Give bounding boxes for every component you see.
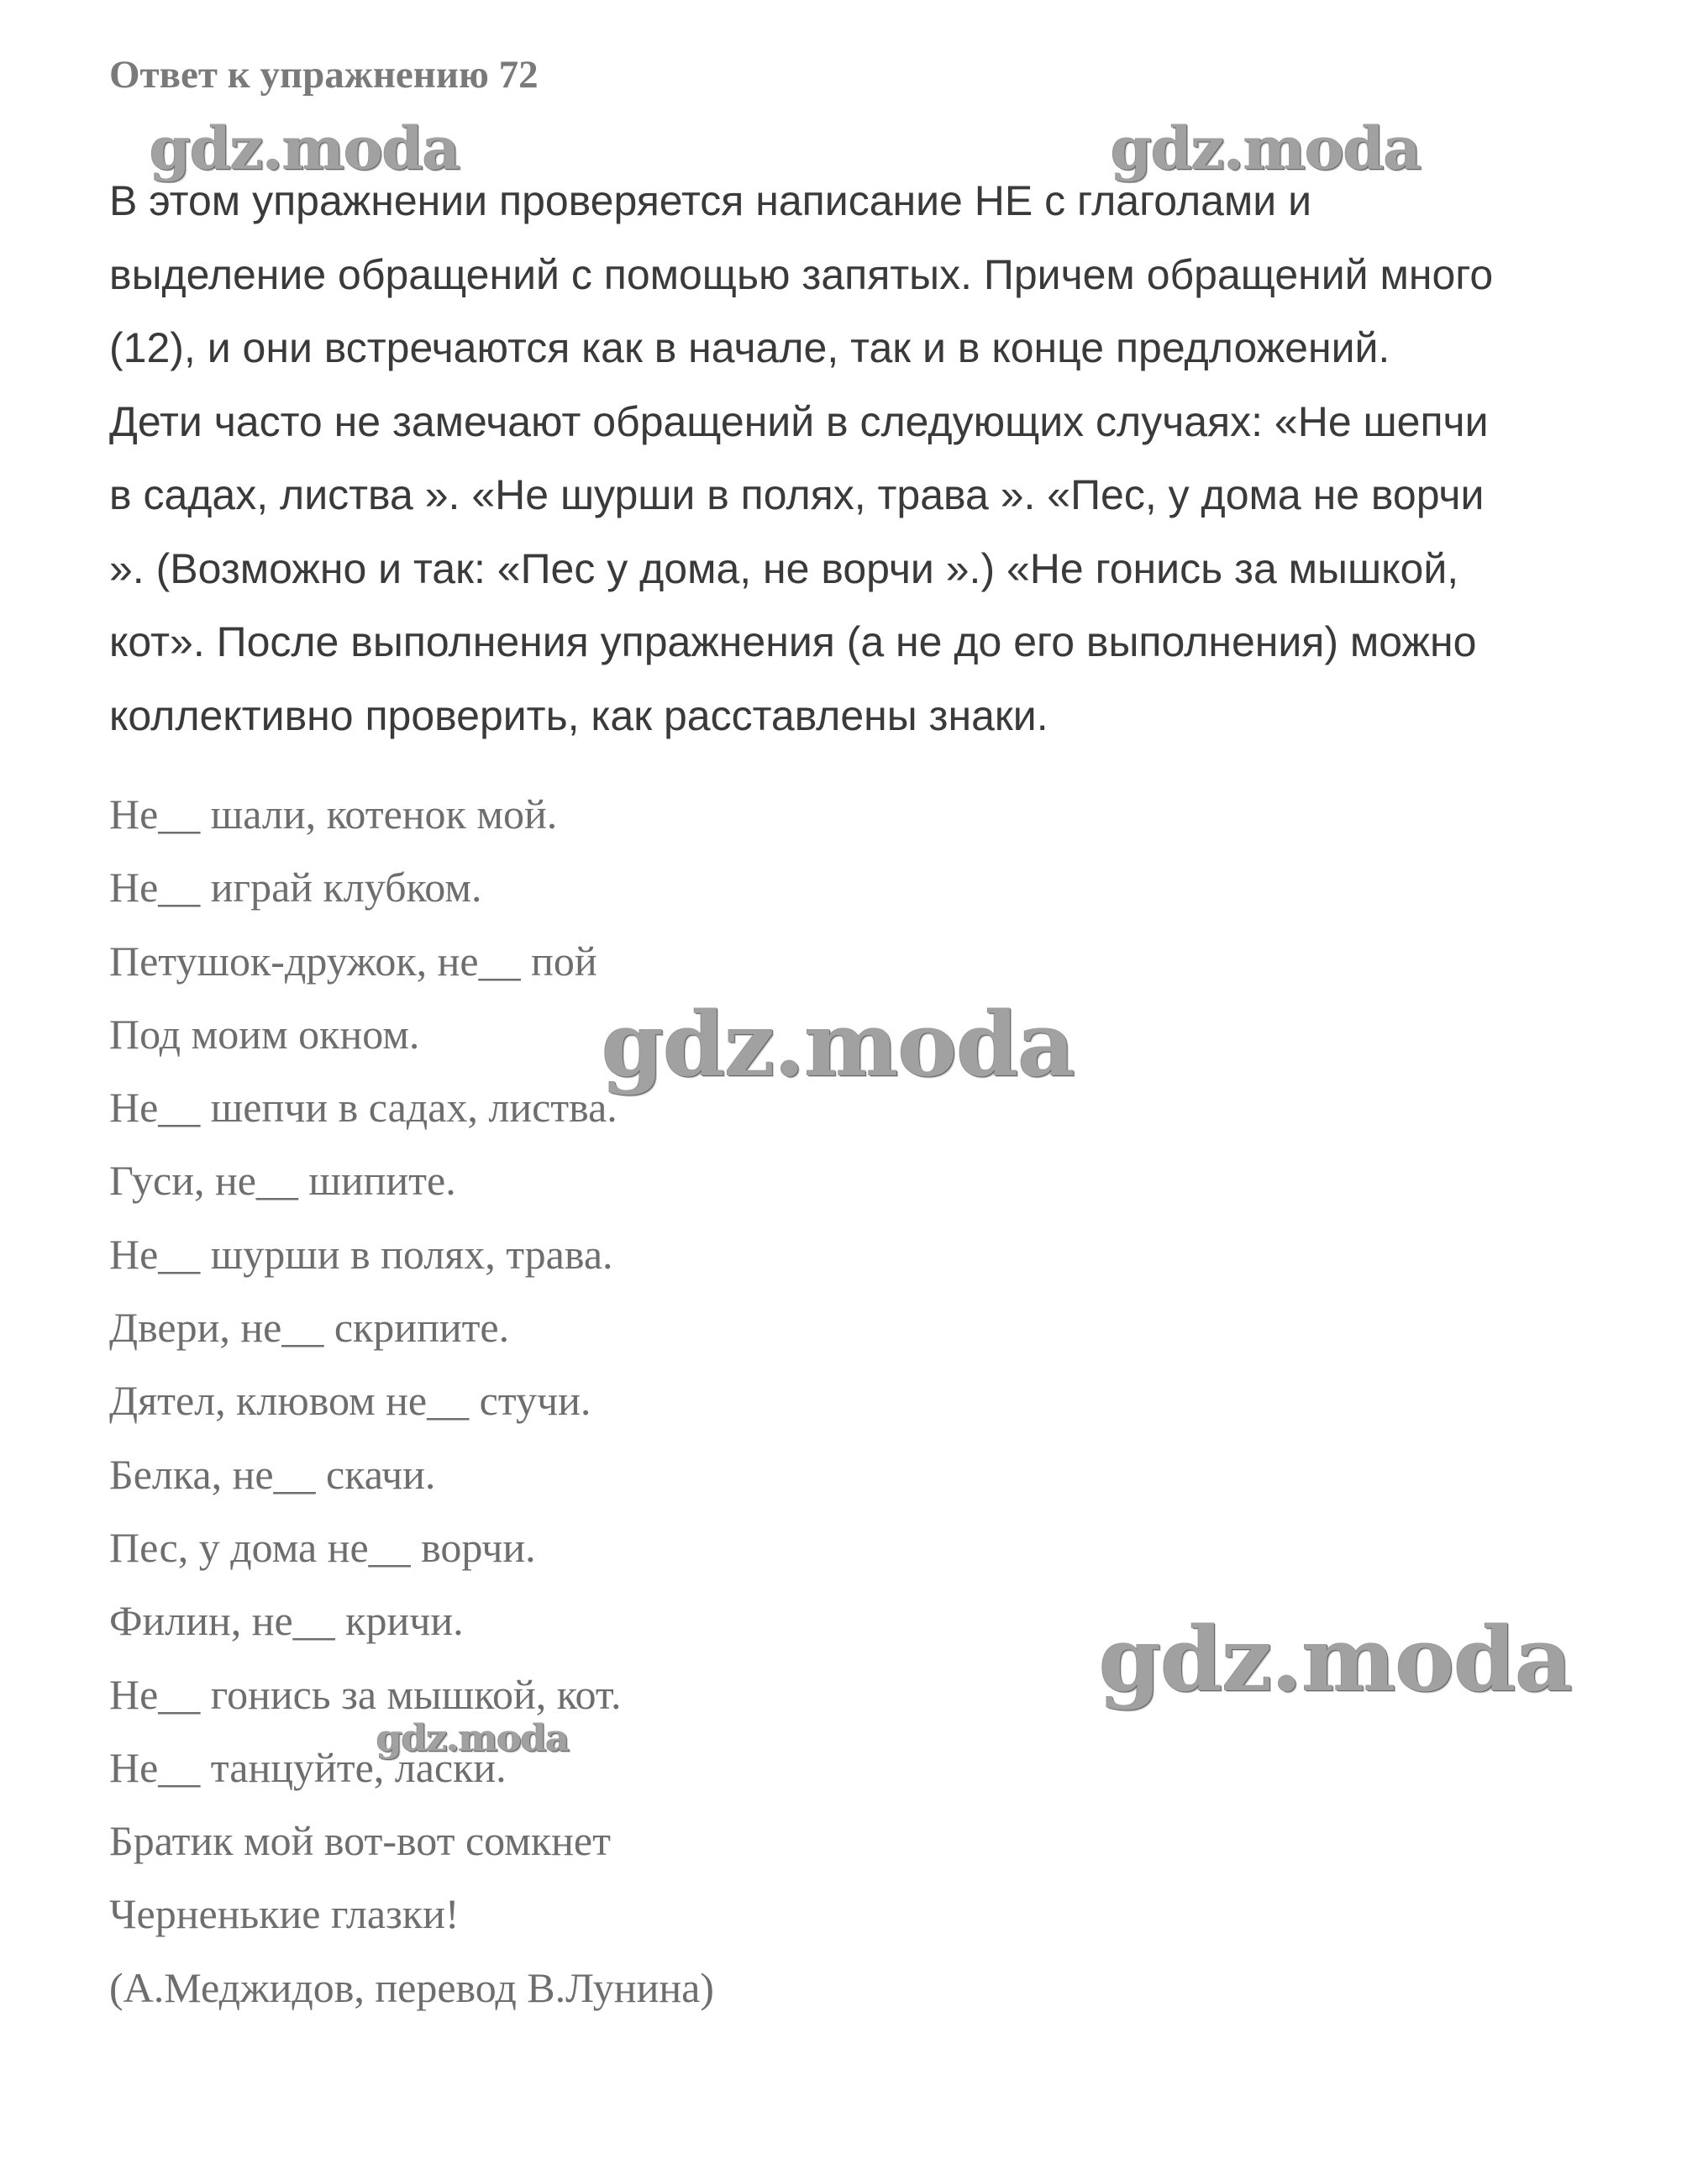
poem-line: Филин, не__ кричи.: [109, 1597, 464, 1645]
poem-attribution: (А.Меджидов, перевод В.Лунина): [109, 1963, 714, 2011]
poem-line: Не__ шепчи в садах, листва.: [109, 1084, 618, 1132]
poem-text: [109, 778, 714, 2025]
poem-line: Под моим окном.: [109, 1010, 420, 1058]
poem-line: Белка, не__ скачи.: [109, 1450, 436, 1498]
watermark: gdz.moda: [1111, 113, 1422, 183]
watermark: gdz.moda: [376, 1717, 570, 1760]
poem-line: Пес, у дома не__ ворчи.: [109, 1523, 536, 1571]
poem-line: Дятел, клювом не__ стучи.: [109, 1377, 591, 1425]
intro-line: выделение обращений с помощью запятых. Причем обращений много: [109, 250, 1494, 298]
poem-line: Не__ гонись за мышкой, кот.: [109, 1670, 622, 1718]
intro-line: ». (Возможно и так: «Пес у дома, не ворчи ».) «Не гонись за мышкой,: [109, 544, 1459, 592]
poem-line: Петушок-дружок, не__ пой: [109, 937, 597, 985]
poem-line: Черненькие глазки!: [109, 1890, 460, 1938]
poem-line: Не__ шали, котенок мой.: [109, 791, 558, 838]
watermark: gdz.moda: [150, 113, 460, 183]
intro-line: В этом упражнении проверяется написание НЕ с глаголами и: [109, 177, 1312, 224]
intro-line: (12), и они встречаются как в начале, так и в конце предложений.: [109, 324, 1390, 371]
intro-line: в садах, листва ». «Не шурши в полях, трава ». «Пес, у дома не ворчи: [109, 471, 1485, 518]
poem-line: Не__ играй клубком.: [109, 864, 482, 911]
watermark: gdz.moda: [602, 991, 1075, 1096]
poem-line: Братик мой вот-вот сомкнет: [109, 1817, 611, 1865]
intro-paragraph: [109, 165, 1605, 753]
poem-line: Не__ танцуйте, ласки.: [109, 1743, 507, 1791]
poem-line: Двери, не__ скрипите.: [109, 1304, 510, 1352]
watermark: gdz.moda: [1099, 1606, 1572, 1711]
poem-line: Гуси, не__ шипите.: [109, 1157, 456, 1205]
intro-line: кот». После выполнения упражнения (а не до его выполнения) можно: [109, 618, 1477, 665]
page-title: Ответ к упражнению 72: [109, 53, 539, 97]
poem-line: Не__ шурши в полях, трава.: [109, 1230, 613, 1278]
intro-line: коллективно проверить, как расставлены знаки.: [109, 691, 1048, 739]
intro-line: Дети часто не замечают обращений в следующих случаях: «Не шепчи: [109, 397, 1489, 445]
